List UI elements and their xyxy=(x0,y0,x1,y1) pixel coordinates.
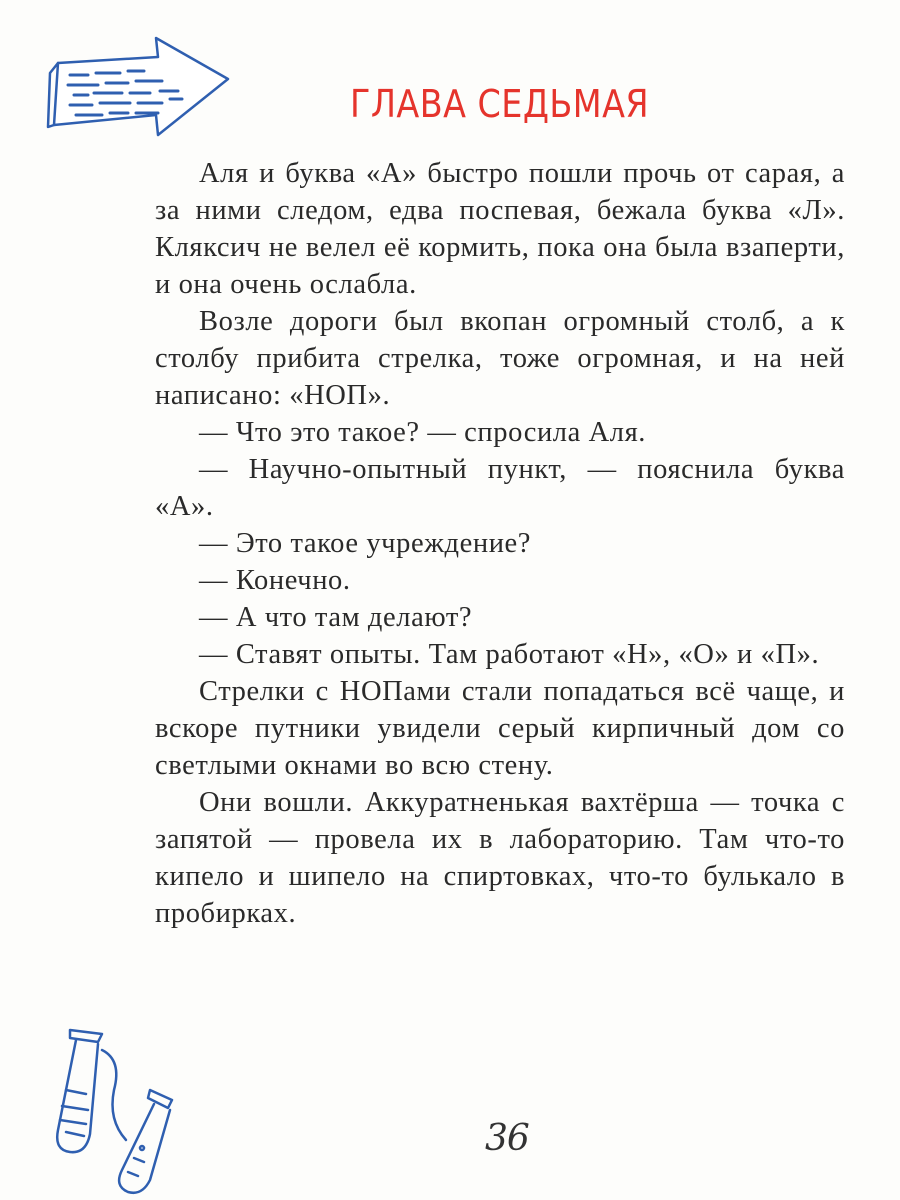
paragraph: Аля и буква «А» быстро пошли прочь от сарая, а за ними следом, едва поспевая, бежала буква «Л». Кляксич не велел её кормить, пока она была взаперти, и она очень ослабла. xyxy=(155,158,845,300)
dialogue-line: — Конечно. xyxy=(199,565,351,596)
dialogue-line: — Это такое учреждение? xyxy=(199,528,532,559)
dialogue-line: — А что там делают? xyxy=(199,602,473,633)
chapter-title: ГЛАВА СЕДЬМАЯ xyxy=(350,82,650,126)
paragraph: Стрелки с НОПами стали попадаться всё чаще, и вскоре путники увидели серый кирпичный дом со светлыми окнами во всю стену. xyxy=(155,676,845,781)
paragraph: Они вошли. Аккуратненькая вахтёрша — точка с запятой — провела их в лабораторию. Там что-то кипело и шипело на спиртовках, что-то булькало в пробирках. xyxy=(155,787,845,929)
dialogue-line: — Что это такое? — спросила Аля. xyxy=(199,417,647,448)
dialogue-line: — Ставят опыты. Там работают «Н», «О» и «П». xyxy=(199,639,820,670)
arrow-sign-illustration xyxy=(40,35,235,145)
page-number: 36 xyxy=(485,1118,529,1159)
paragraph: Возле дороги был вкопан огромный столб, а к столбу прибита стрелка, тоже огромная, и на ней написано: «НОП». xyxy=(155,306,845,411)
body-text xyxy=(155,155,845,932)
dialogue-line: — Научно-опытный пункт, — пояснила буква «А». xyxy=(155,454,845,522)
test-tubes-illustration xyxy=(30,1020,190,1200)
